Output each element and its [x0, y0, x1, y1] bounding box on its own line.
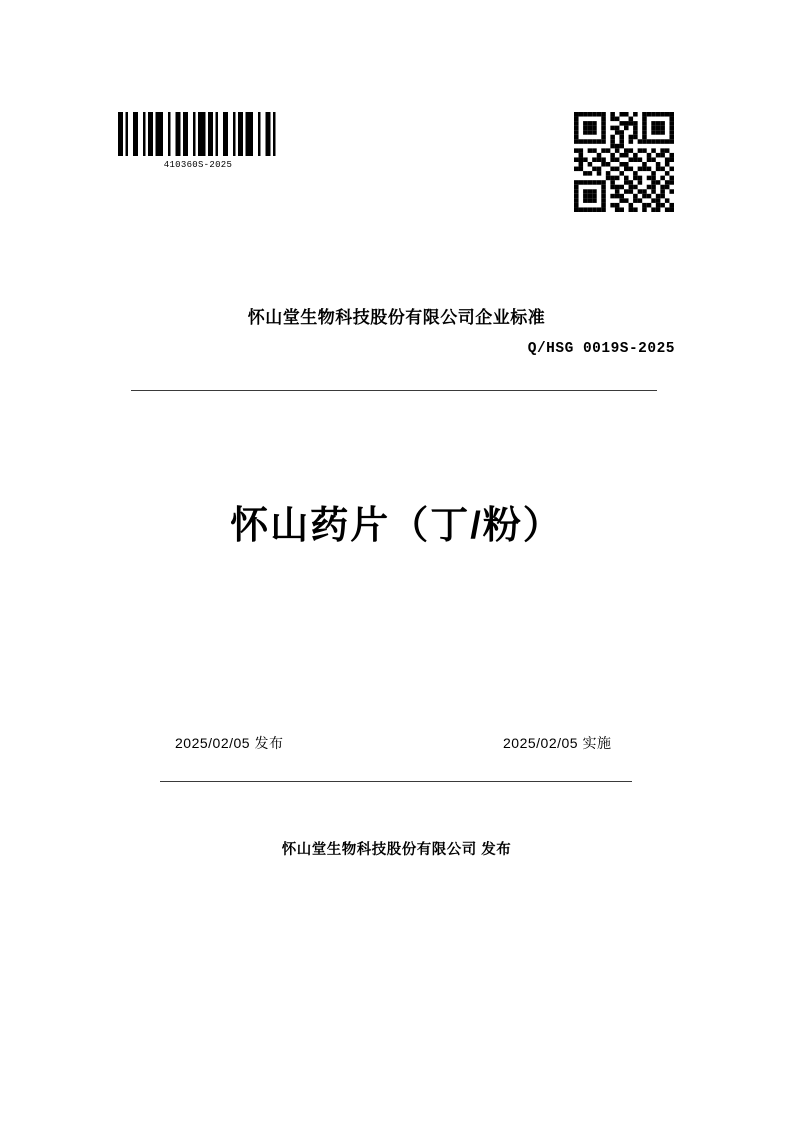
effective-date: 2025/02/05 实施 — [503, 735, 612, 751]
barcode-number: 410360S-2025 — [163, 160, 233, 170]
standard-code: Q/HSG 0019S-2025 — [527, 341, 675, 357]
barcode-block — [118, 112, 278, 170]
barcode-icon — [118, 112, 278, 156]
standard-owner-line: 怀山堂生物科技股份有限公司企业标准 — [247, 308, 546, 327]
page-title: 怀山药片（丁/粉） — [230, 505, 563, 547]
header-divider — [131, 390, 657, 391]
qr-code-icon — [574, 112, 674, 212]
qr-code-block — [574, 112, 674, 212]
publisher-line: 怀山堂生物科技股份有限公司 发布 — [281, 842, 512, 858]
issue-date: 2025/02/05 发布 — [175, 735, 284, 751]
footer-divider — [160, 781, 632, 782]
